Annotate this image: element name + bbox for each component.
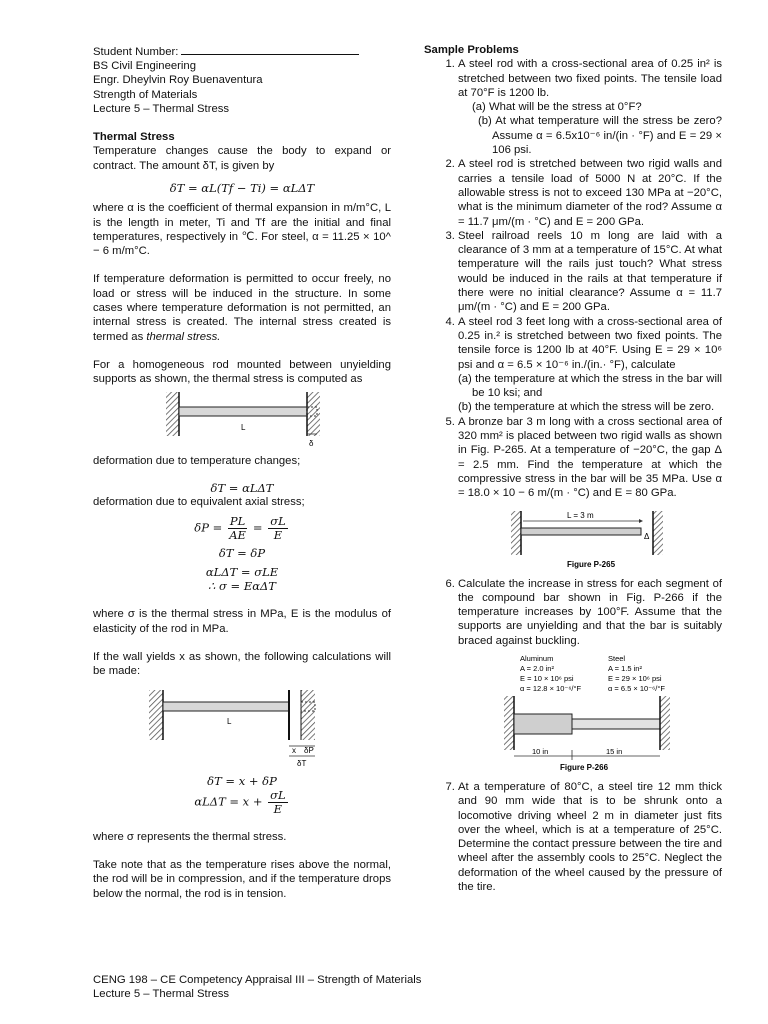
- fig265-length-label: L = 3 m: [567, 510, 594, 520]
- frac-den: AE: [229, 528, 246, 543]
- problem-subpart: (b) the temperature at which the stress will be zero.: [458, 401, 715, 414]
- left-wall: [511, 511, 521, 555]
- section-title: Thermal Stress: [93, 131, 175, 144]
- fig265-delta-label: Δ: [644, 531, 650, 541]
- al-modulus: E = 10 × 10⁶ psi: [520, 673, 574, 683]
- where-thermal-stress: where σ represents the thermal stress.: [93, 830, 287, 843]
- right-column: [424, 43, 722, 894]
- bar: [521, 528, 641, 535]
- wall-yields-paragraph: If the wall yields x as shown, the following calculations will be made:: [93, 650, 391, 678]
- footer-lecture: Lecture 5 – Thermal Stress: [93, 988, 230, 1001]
- eq8-lhs: αLΔT = x +: [194, 794, 263, 809]
- header-block: [93, 43, 391, 116]
- right-wall: [653, 511, 663, 555]
- equation-delta-t: δT = αLΔT: [210, 480, 274, 495]
- figure-p265: [505, 509, 675, 571]
- free-deformation-paragraph: [93, 272, 391, 343]
- left-wall: [149, 690, 163, 740]
- fig1-length-label: L: [241, 423, 246, 433]
- left-column: [93, 43, 391, 901]
- fig265-caption: Figure P-265: [567, 559, 616, 569]
- figure-yielding-wall: [147, 686, 337, 768]
- frac-num: PL: [229, 514, 246, 529]
- problem-item: [458, 577, 722, 776]
- program: BS Civil Engineering: [93, 60, 196, 73]
- equation-alpha-l-dt: αLΔT = σLE: [205, 564, 279, 579]
- figure-fixed-rod: [156, 390, 328, 448]
- page-footer: [93, 973, 693, 1001]
- steel-area: A = 1.5 in²: [608, 663, 642, 673]
- equation-deformation: δT = αL(Tf − Ti) = αLΔT: [169, 180, 315, 195]
- take-note-paragraph: Take note that as the temperature rises above the normal, the rod will be in compression, and if the temperature drops below the normal, the rod is in tension.: [93, 859, 391, 900]
- where-sigma-paragraph: where σ is the thermal stress in MPa, E is the modulus of elasticity of the rod in MPa.: [93, 608, 391, 635]
- problem-item: [458, 415, 722, 571]
- fraction-sl-e: [268, 789, 288, 816]
- problem-list: [424, 57, 722, 894]
- right-wall: [301, 690, 315, 740]
- student-number-blank: [181, 43, 359, 55]
- fig2-dt-label: δT: [297, 759, 307, 769]
- steel-title: Steel: [608, 653, 626, 663]
- where-alpha-paragraph: where α is the coefficient of thermal expansion in m/m°C, L is the length in meter, Ti and Tf are the initial and final temperatures, respectively in ℃. For steel, α = 11.25 × 10^ − 6 m/m°C.: [93, 202, 391, 258]
- frac-den: E: [273, 528, 283, 543]
- rod-paragraph: For a homogeneous rod mounted between unyielding supports as shown, the thermal stress is computed as: [93, 358, 391, 386]
- fig266-len1: 10 in: [532, 746, 549, 756]
- student-number-row: [93, 43, 391, 59]
- al-title: Aluminum: [520, 653, 554, 663]
- steel-alpha: α = 6.5 × 10⁻⁶/°F: [608, 683, 665, 693]
- problem-text: 1. A steel rod with a cross-sectional area of 0.25 in² is stretched between two fixed points. The tensile load at 70°F is 1200 lb.: [458, 58, 722, 99]
- sample-problems-title: Sample Problems: [424, 44, 519, 56]
- figure-p266: [500, 652, 680, 776]
- fig2-length-label: L: [227, 717, 232, 727]
- aluminum-segment: [514, 714, 572, 734]
- problem-text: 3. Steel railroad reels 10 m long are laid with a clearance of 3 mm at a temperature of 15°C. At what temperature will the rails just touch? What stress would be induced in the rails at that temperature if there were no initial clearance? Assume α = 11.7 μm/(m · °C) and E = 200 GPa.: [458, 229, 722, 314]
- eq3-equals: =: [252, 520, 263, 535]
- equation-yield: [93, 789, 391, 816]
- problem-item: [458, 315, 722, 415]
- eq3-lhs: δP =: [194, 520, 223, 535]
- frac-num: σL: [270, 514, 286, 529]
- fig266-caption: Figure P-266: [560, 762, 609, 772]
- fig266-len2: 15 in: [606, 746, 623, 756]
- frac-den: E: [273, 801, 283, 816]
- lecture: Lecture 5 – Thermal Stress: [93, 102, 230, 115]
- thermal-stress-term: thermal stress.: [146, 330, 221, 343]
- steel-modulus: E = 29 × 10⁶ psi: [608, 673, 662, 683]
- fraction-sl-e: [268, 515, 288, 542]
- problem-text: 6. Calculate the increase in stress for each segment of the compound bar shown in Fig. P-266 if the temperature increases by 100°F. Assume that the supports are unyielding and that the bar is suitably braced against buckling.: [458, 577, 722, 647]
- equation-delta-p: [93, 515, 391, 542]
- deformation-axial-text: deformation due to equivalent axial stress;: [93, 496, 305, 509]
- problem-item: [458, 157, 722, 228]
- course: Strength of Materials: [93, 88, 198, 101]
- fig1-delta-label: δ: [309, 439, 314, 449]
- free-deformation-text: If temperature deformation is permitted to occur freely, no load or stress will be induced in the structure. In some cases where temperature deformation is not permitted, an internal stress is created. The internal stress created is termed as: [93, 273, 391, 343]
- right-wall: [307, 392, 320, 436]
- problem-subpart: (b) At what temperature will the stress be zero? Assume α = 6.5x10⁻⁶ in/(in · °F) and E = 29 × 106 psi.: [478, 115, 722, 157]
- problem-text: 2. A steel rod is stretched between two rigid walls and carries a tensile load of 5000 N at 20°C. If the allowable stress is not to exceed 130 MPa at −20°C, what is the minimum diameter of the rod? Assume α = 11.7 μm/(m · °C) and E = 200 GPa.: [458, 158, 722, 228]
- right-wall: [660, 696, 670, 750]
- equation-dt-equals-dp: δT = δP: [218, 546, 266, 561]
- intro-paragraph: Temperature changes cause the body to expand or contract. The amount δT, is given by: [93, 145, 391, 172]
- rod: [163, 702, 289, 711]
- student-number-label: Student Number:: [93, 46, 179, 58]
- left-wall: [504, 696, 514, 750]
- equation-sigma: ∴ σ = EαΔT: [208, 578, 276, 593]
- problem-item: [458, 780, 722, 894]
- steel-segment: [572, 719, 660, 729]
- al-area: A = 2.0 in²: [520, 663, 554, 673]
- equation-dt-x-dp: δT = x + δP: [207, 774, 277, 789]
- problem-text: 4. A steel rod 3 feet long with a cross-sectional area of 0.25 in.² is stretched between two fixed points. The tensile force is 1200 lb at 40°F. Using E = 29 × 10⁶ psi and α = 6.5 × 10⁻⁶ in./(in.· °F), calculate: [458, 315, 722, 371]
- deformation-temp-text: deformation due to temperature changes;: [93, 455, 301, 468]
- fraction-pl-ae: [228, 515, 247, 542]
- problem-item: [458, 229, 722, 315]
- footer-course: CENG 198 – CE Competency Appraisal III – Strength of Materials: [93, 974, 422, 986]
- problem-text: 5. A bronze bar 3 m long with a cross sectional area of 320 mm² is placed between two rigid walls as shown in Fig. P-265. At a temperature of −20°C, the gap Δ = 2.5 mm. Find the temperature at which the compressive stress in the bar will be 35 MPa. Use α = 18.0 × 10 − 6 m/(m · °C) and E = 80 GPa.: [458, 415, 722, 500]
- rod: [179, 407, 307, 416]
- problem-subpart: (a) the temperature at which the stress in the bar will be 10 ksi; and: [458, 372, 722, 400]
- frac-num: σL: [270, 787, 286, 802]
- al-alpha: α = 12.8 × 10⁻⁶/°F: [520, 683, 582, 693]
- fig2-x-label: x: [292, 746, 296, 756]
- instructor: Engr. Dheylvin Roy Buenaventura: [93, 74, 263, 87]
- problem-subpart: (a) What will be the stress at 0°F?: [472, 101, 642, 114]
- fig2-dp-label: δP: [304, 746, 314, 756]
- problem-text: 7. At a temperature of 80°C, a steel tire 12 mm thick and 90 mm wide that is to be shrunk onto a locomotive driving wheel 2 m in diameter just fits over the wheel, which is at a temperature of 25°C. Determine the contact pressure between the tire and wheel after the assembly cools to 25°C. Neglect the deformation of the wheel caused by the pressure of the tire.: [458, 780, 722, 894]
- problem-item: [458, 57, 722, 157]
- left-wall: [166, 392, 179, 436]
